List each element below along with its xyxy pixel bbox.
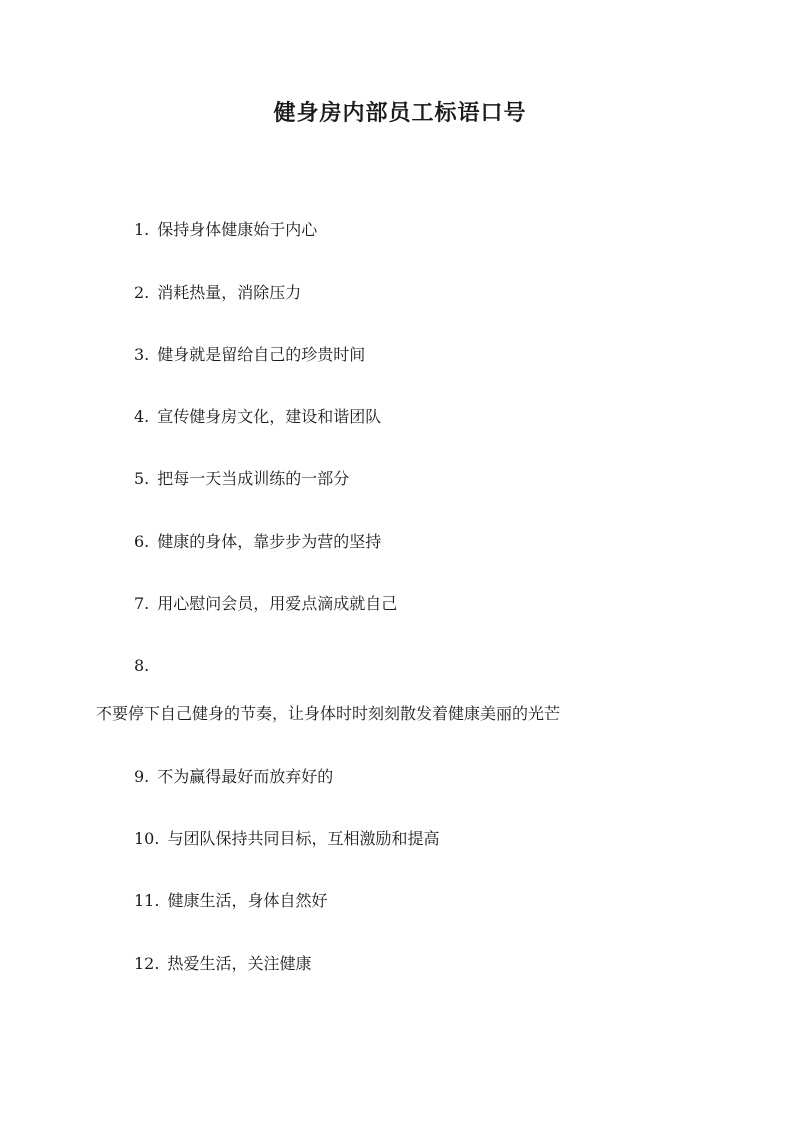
list-item-number: 4.	[134, 407, 150, 426]
list-item-text: 消耗热量，消除压力	[157, 283, 302, 302]
list-item	[134, 891, 327, 911]
list-item-number: 6.	[134, 532, 150, 551]
list-item-text: 保持身体健康始于内心	[157, 220, 318, 239]
list-item	[134, 767, 333, 787]
list-item	[134, 469, 349, 489]
list-item-number: 7.	[134, 594, 150, 613]
list-item-number: 5.	[134, 469, 150, 488]
list-item-number: 11.	[134, 891, 160, 910]
list-item	[134, 220, 317, 240]
list-item-number: 9.	[134, 767, 150, 786]
list-item-text: 用心慰问会员，用爱点滴成就自己	[157, 594, 398, 613]
list-item-text: 健身就是留给自己的珍贵时间	[157, 345, 366, 364]
list-item	[134, 594, 397, 614]
list-item-text: 健康的身体，靠步步为营的坚持	[157, 532, 382, 551]
list-item-text-wrapped: 不要停下自己健身的节奏，让身体时时刻刻散发着健康美丽的光芒	[96, 704, 561, 723]
list-item	[134, 407, 381, 427]
list-item	[134, 283, 301, 303]
page-title: 健身房内部员工标语口号	[273, 100, 527, 126]
list-item-number: 12.	[134, 954, 160, 973]
list-item-text: 把每一天当成训练的一部分	[157, 469, 350, 488]
list-item-number: 1.	[134, 220, 150, 239]
list-item-number: 3.	[134, 345, 150, 364]
list-item	[134, 345, 365, 365]
list-item-number-standalone: 8.	[134, 656, 150, 675]
list-item-number: 10.	[134, 829, 160, 848]
list-item-text: 与团队保持共同目标，互相激励和提高	[167, 829, 440, 848]
list-item-text: 热爱生活，关注健康	[167, 954, 312, 973]
list-item-text: 不为赢得最好而放弃好的	[157, 767, 334, 786]
list-item	[134, 954, 311, 974]
list-item-text: 宣传健身房文化，建设和谐团队	[157, 407, 382, 426]
list-item-number: 2.	[134, 283, 150, 302]
list-item-text: 健康生活，身体自然好	[167, 891, 328, 910]
list-item	[134, 532, 381, 552]
list-item	[134, 829, 439, 849]
